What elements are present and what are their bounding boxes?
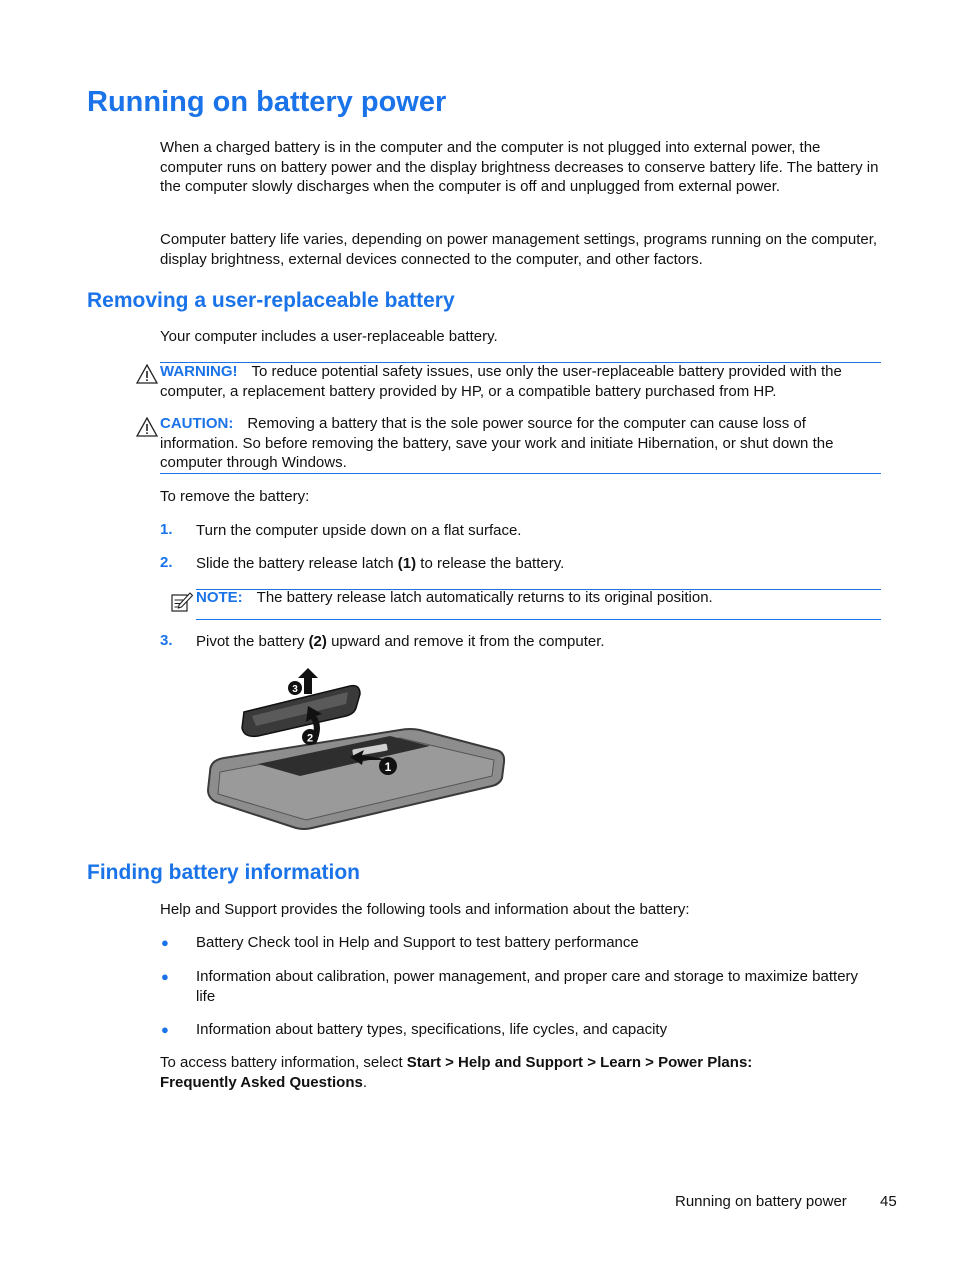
access-post: . — [362, 1073, 367, 1091]
intro-paragraph-2: Computer battery life varies, depending on power management settings, programs running on the computer, display brightness, external devices connected to the computer, and other factors. — [160, 231, 878, 268]
caution-text: Removing a battery that is the sole power source for the computer can cause loss of information. So before removing the battery, save your work and initiate Hibernation, or shut down the computer through Windows. — [160, 415, 834, 471]
bullet-marker: ● — [161, 969, 169, 984]
warning-label: WARNING! — [160, 363, 238, 380]
bullet-marker: ● — [161, 1022, 169, 1037]
caution-label: CAUTION: — [160, 415, 234, 432]
steps-intro: To remove the battery: — [160, 488, 310, 505]
caution-bottom-rule — [160, 473, 881, 474]
battery-removal-illustration — [200, 664, 510, 836]
step-2-pre: Slide the battery release latch — [196, 555, 398, 572]
step-2-number: 2. — [160, 554, 173, 571]
step-2-text — [196, 554, 886, 574]
note-block — [196, 588, 886, 608]
note-bottom-rule — [196, 619, 881, 620]
note-text: The battery release latch automatically returns to its original position. — [256, 589, 713, 606]
access-path: Start > Help and Support > Learn > Power Plans: Frequently Asked Questions — [160, 1054, 753, 1091]
warning-block — [160, 362, 882, 401]
step-3-callout: (2) — [308, 633, 327, 650]
step-3-number: 3. — [160, 632, 173, 649]
svg-text:1: 1 — [384, 760, 392, 774]
list-item: Information about calibration, power management, and proper care and storage to maximize battery life — [196, 968, 859, 1005]
section1-lead: Your computer includes a user-replaceable battery. — [160, 328, 498, 345]
callout-3 — [288, 681, 302, 695]
list-item: Information about battery types, specifications, life cycles, and capacity — [196, 1021, 668, 1038]
step-1-number: 1. — [160, 521, 173, 538]
access-pre: To access battery information, select — [160, 1054, 407, 1071]
step-2-callout: (1) — [397, 555, 417, 572]
svg-text:3: 3 — [292, 684, 298, 695]
note-label: NOTE: — [196, 589, 243, 606]
note-pencil-icon — [170, 590, 194, 614]
step-3-post: upward and remove it from the computer. — [326, 633, 605, 650]
page-title: Running on battery power — [87, 86, 447, 118]
section-heading-finding: Finding battery information — [87, 861, 360, 884]
caution-block — [160, 414, 884, 473]
bullet-marker: ● — [161, 935, 169, 950]
footer-section-title: Running on battery power — [675, 1193, 847, 1210]
step-2-post: to release the battery. — [416, 555, 565, 572]
section2-lead: Help and Support provides the following tools and information about the battery: — [160, 901, 690, 918]
callout-1 — [379, 757, 397, 775]
caution-triangle-icon — [136, 417, 158, 437]
warning-text: To reduce potential safety issues, use only the user-replaceable battery provided with the computer, a replacement battery provided by HP, or a compatible battery purchased from HP. — [160, 363, 842, 400]
page-number: 45 — [880, 1193, 897, 1210]
step-3-pre: Pivot the battery — [196, 633, 309, 650]
step-1-text: Turn the computer upside down on a flat surface. — [196, 522, 522, 539]
svg-text:2: 2 — [306, 732, 314, 745]
access-instructions — [160, 1053, 820, 1092]
callout-2 — [302, 729, 318, 745]
intro-paragraph-1: When a charged battery is in the computer and the computer is not plugged into external power, the computer runs on battery power and the display brightness decreases to conserve battery life. The battery in the computer slowly discharges when the computer is off and unplugged from external power. — [160, 139, 879, 195]
step-3-text — [196, 632, 886, 652]
list-item: Battery Check tool in Help and Support to test battery performance — [196, 934, 639, 951]
section-heading-removing: Removing a user-replaceable battery — [87, 289, 455, 312]
warning-triangle-icon — [136, 364, 158, 384]
